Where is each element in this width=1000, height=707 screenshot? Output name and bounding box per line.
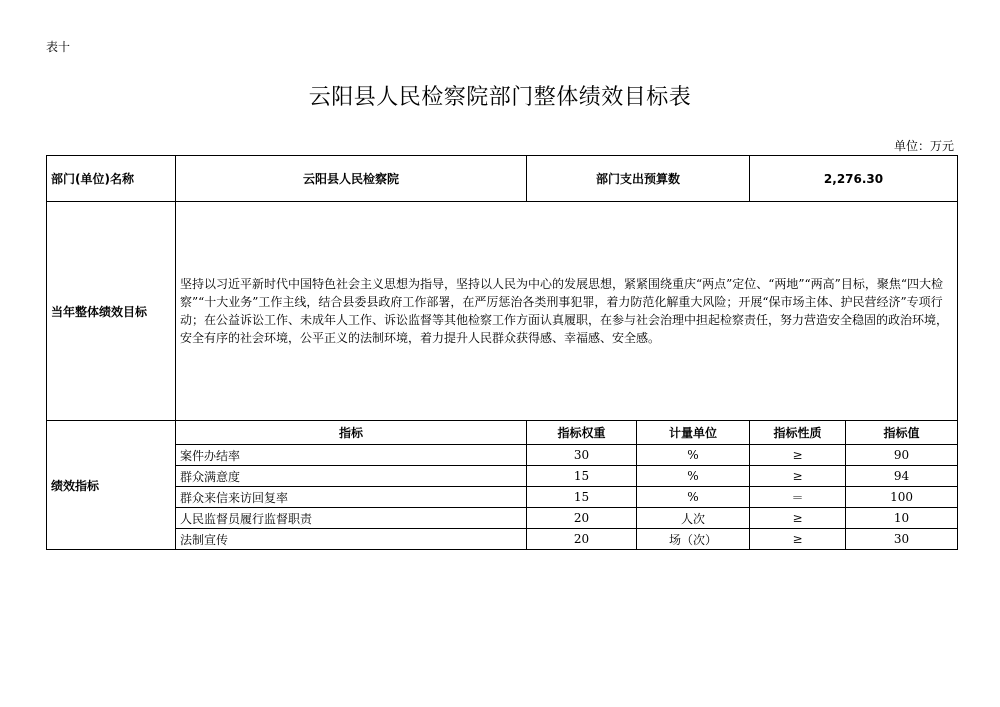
indicators-label: 绩效指标 xyxy=(47,421,176,550)
indicator-name: 人民监督员履行监督职责 xyxy=(176,508,527,529)
goal-text: 坚持以习近平新时代中国特色社会主义思想为指导，坚持以人民为中心的发展思想，紧紧围绕重庆“两点”定位、“两地”“两高”目标，聚焦“四大检察”“十大业务”工作主线，结合县委县政府工作部署，在严厉惩治各类刑事犯罪，着力防范化解重大风险；开展“保市场主体、护民营经济”专项行动；在公益诉讼工作、未成年人工作、诉讼监督等其他检察工作方面认真履职，在参与社会治理中担起检察责任，努力营造安全稳固的政治环境，安全有序的社会环境，公平正义的法制环境，着力提升人民群众获得感、幸福感、安全感。 xyxy=(176,202,958,421)
indicator-name: 法制宣传 xyxy=(176,529,527,550)
indicator-nature: ≥ xyxy=(750,529,846,550)
header-nature: 指标性质 xyxy=(750,421,846,445)
dept-name-label: 部门(单位)名称 xyxy=(47,156,176,202)
unit-label: 单位：万元 xyxy=(893,139,954,153)
goal-row xyxy=(47,202,958,421)
indicator-weight: 30 xyxy=(527,445,637,466)
indicator-weight: 20 xyxy=(527,529,637,550)
dept-name-value: 云阳县人民检察院 xyxy=(176,156,527,202)
header-indicator: 指标 xyxy=(176,421,527,445)
indicator-unit: % xyxy=(637,445,750,466)
indicator-nature: ≥ xyxy=(750,508,846,529)
indicator-value: 90 xyxy=(846,445,958,466)
indicator-nature: ≥ xyxy=(750,466,846,487)
table-row xyxy=(47,487,958,508)
goal-label: 当年整体绩效目标 xyxy=(47,202,176,421)
page-title: 云阳县人民检察院部门整体绩效目标表 xyxy=(308,85,692,110)
header-unit: 计量单位 xyxy=(637,421,750,445)
table-row xyxy=(47,529,958,550)
indicator-name: 群众来信来访回复率 xyxy=(176,487,527,508)
header-value: 指标值 xyxy=(846,421,958,445)
header-weight: 指标权重 xyxy=(527,421,637,445)
budget-value: 2,276.30 xyxy=(750,156,958,202)
indicator-value: 94 xyxy=(846,466,958,487)
indicator-value: 100 xyxy=(846,487,958,508)
indicator-unit: 场（次） xyxy=(637,529,750,550)
indicator-weight: 15 xyxy=(527,466,637,487)
indicator-name: 案件办结率 xyxy=(176,445,527,466)
indicator-header-row xyxy=(47,421,958,445)
indicator-unit: % xyxy=(637,487,750,508)
indicator-name: 群众满意度 xyxy=(176,466,527,487)
budget-label: 部门支出预算数 xyxy=(527,156,750,202)
table-row xyxy=(47,466,958,487)
indicator-unit: 人次 xyxy=(637,508,750,529)
dept-row xyxy=(47,156,958,202)
indicator-nature: ＝ xyxy=(750,487,846,508)
table-row xyxy=(47,508,958,529)
indicator-value: 30 xyxy=(846,529,958,550)
indicator-value: 10 xyxy=(846,508,958,529)
table-row xyxy=(47,445,958,466)
indicator-weight: 20 xyxy=(527,508,637,529)
table-number-label: 表十 xyxy=(46,40,71,54)
indicator-weight: 15 xyxy=(527,487,637,508)
indicator-nature: ≥ xyxy=(750,445,846,466)
indicator-unit: % xyxy=(637,466,750,487)
performance-table xyxy=(46,155,958,550)
